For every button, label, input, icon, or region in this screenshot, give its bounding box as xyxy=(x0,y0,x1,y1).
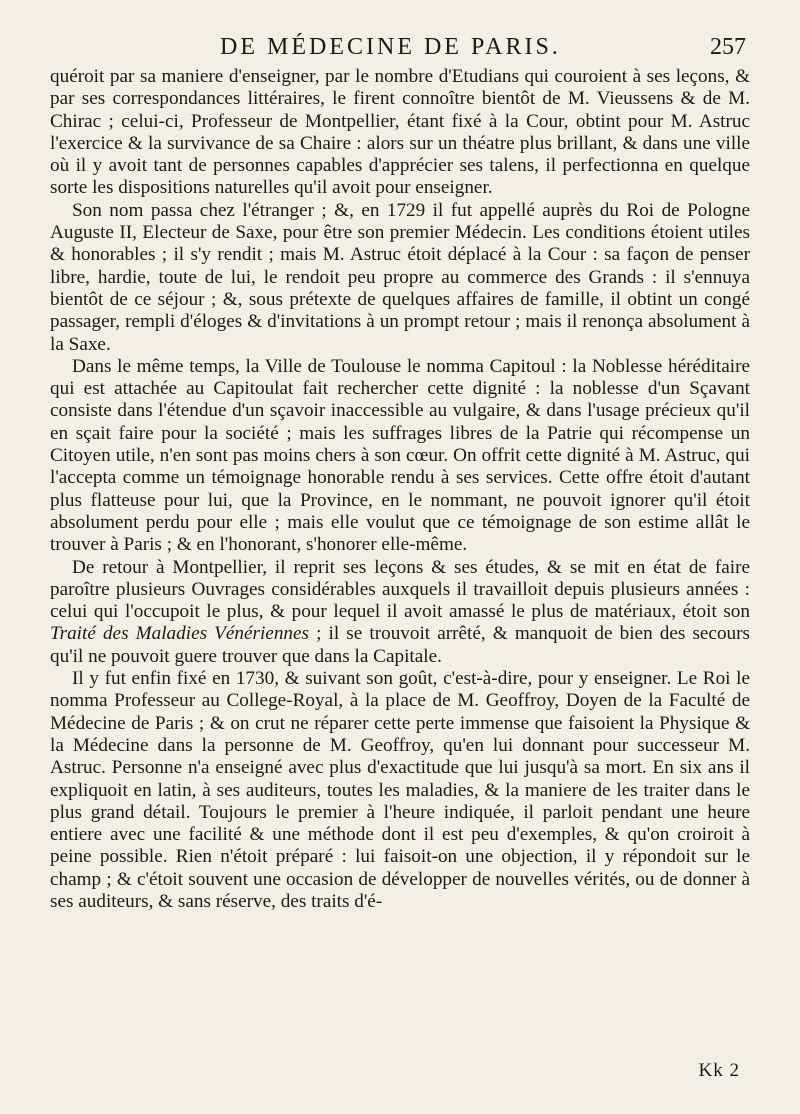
paragraph-2 xyxy=(50,200,750,356)
paragraph-2-text: Son nom passa chez l'étranger ; &, en 1729 il fut appellé auprès du Roi de Pologne Auguste II, Electeur de Saxe, pour être son premier Médecin. Les conditions étoient utiles & honorables ; il s'y rendit ; mais M. Astruc étoit déplacé à la Cour : sa façon de penser libre, hardie, toute de lui, le rendoit peu propre au commerce des Grands : il s'ennuya bientôt de ce séjour ; &, sous prétexte de quelques affaires de famille, il obtint un congé passager, rempli d'éloges & d'invitations à un prompt retour ; mais il renonça absolument à la Saxe. xyxy=(50,199,750,355)
signature-mark: Kk 2 xyxy=(698,1060,740,1081)
paragraph-1-text: quéroit par sa maniere d'enseigner, par le nombre d'Etudians qui couroient à ses leçons, & par ses correspondances littéraires, le firent connoître bientôt de M. Vieussens & de M. Chirac ; celui-ci, Professeur de Montpellier, étant fixé à la Cour, obtint pour M. Astruc l'exercice & la survivance de sa Chaire : alors sur un théatre plus brillant, & dans une ville où il y avoit tant de personnes capables d'apprécier ses talens, il perfectionna en quelque sorte les dispositions naturelles qu'il avoit pour enseigner. xyxy=(50,66,750,199)
body-text xyxy=(50,66,750,913)
paragraph-1 xyxy=(50,66,750,200)
paragraph-4-text-b: ; il se trouvoit arrêté, & manquoit de bien des secours qu'il ne pouvoit guere trouver que dans la Capitale. xyxy=(50,623,750,667)
paragraph-3 xyxy=(50,356,750,557)
paragraph-5 xyxy=(50,668,750,913)
paragraph-4 xyxy=(50,557,750,668)
paragraph-3-text: Dans le même temps, la Ville de Toulouse le nomma Capitoul : la Noblesse héréditaire qui est attachée au Capitoulat fait rechercher cette dignité : la noblesse d'un Sçavant consiste dans l'étendue d'un sçavoir inaccessible au vulgaire, & dans l'usage précieux qu'il en sçait faire pour la société ; mais les suffrages libres de la Patrie qui récompense un Citoyen utile, n'en sont pas moins chers à son cœur. On offrit cette dignité à M. Astruc, qui l'accepta comme un témoignage honorable rendu à ses services. Cette offre étoit d'autant plus flatteuse pour lui, que la Province, en le nommant, ne pouvoit ignorer qu'il étoit absolument perdu pour elle ; mais elle voulut que ce témoignage de son estime allât le trouver à Paris ; & en l'honorant, s'honorer elle-même. xyxy=(50,355,750,556)
running-head xyxy=(50,30,750,64)
page-number: 257 xyxy=(710,34,746,60)
paragraph-4-text-a: De retour à Montpellier, il reprit ses leçons & ses études, & se mit en état de faire paroître plusieurs Ouvrages considérables auxquels il travailloit depuis plusieurs années : celui qui l'occupoit le plus, & pour lequel il avoit amassé le plus de matériaux, étoit son xyxy=(50,556,750,623)
book-title-italic: Traité des Maladies Vénériennes xyxy=(50,623,309,645)
running-title: DE MÉDECINE DE PARIS. xyxy=(220,34,561,60)
paragraph-5-text: Il y fut enfin fixé en 1730, & suivant son goût, c'est-à-dire, pour y enseigner. Le Roi le nomma Professeur au College-Royal, à la place de M. Geoffroy, Doyen de la Faculté de Médecine de Paris ; & on crut ne réparer cette perte immense que faisoient la Physique & la Médecine dans la personne de M. Geoffroy, qu'en lui donnant pour successeur M. Astruc. Personne n'a enseigné avec plus d'exactitude que lui jusqu'à sa mort. En six ans il expliquoit en latin, à ses auditeurs, toutes les maladies, & la maniere de les traiter dans le plus grand détail. Toujours le premier à l'heure indiquée, il parloit pendant une heure entiere avec une facilité & une méthode dont il est peu d'exemples, & qu'on croiroit à peine possible. Rien n'étoit préparé : lui faisoit-on une objection, il y répondoit sur le champ ; & c'étoit souvent une occasion de développer de nouvelles vérités, ou de donner à ses auditeurs, & sans réserve, des traits d'é- xyxy=(50,668,750,912)
